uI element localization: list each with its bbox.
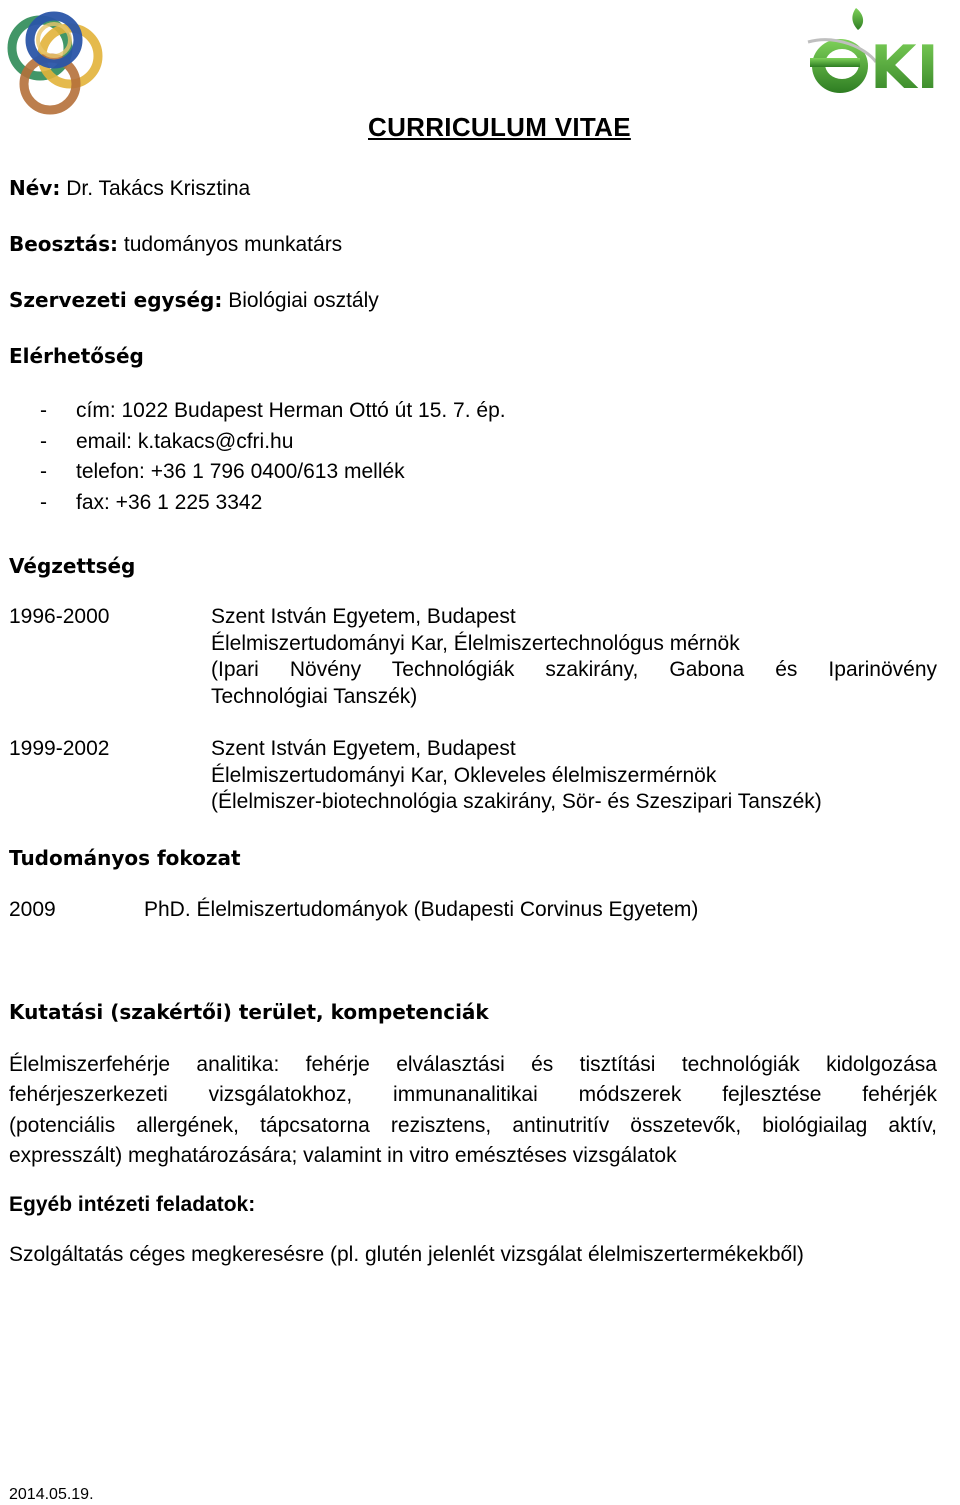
education-years: 1996-2000	[9, 605, 110, 628]
research-paragraph	[9, 1050, 937, 1171]
research-line: (potenciális allergének, tápcsatorna rezisztens, antinutritív összetevők, biológiailag aktív,	[9, 1113, 937, 1137]
position-label: Beosztás:	[9, 232, 119, 256]
contact-item	[40, 457, 506, 488]
bullet-dash: -	[40, 460, 47, 483]
footer-date: 2014.05.19.	[9, 1486, 94, 1503]
education-line: Szent István Egyetem, Budapest	[211, 605, 516, 628]
email-text: email: k.takacs@cfri.hu	[76, 429, 294, 453]
fax-text: fax: +36 1 225 3342	[76, 490, 263, 514]
education-line: (Ipari Növény Technológiák szakirány, Gabona és Iparinövény	[211, 658, 937, 681]
position-value: tudományos munkatárs	[123, 233, 343, 256]
other-heading: Egyéb intézeti feladatok:	[9, 1193, 256, 1216]
phone-text: telefon: +36 1 796 0400/613 mellék	[76, 460, 405, 483]
education-line: (Élelmiszer-biotechnológia szakirány, Sör- és Szeszipari Tanszék)	[211, 790, 822, 813]
page-title: CURRICULUM VITAE	[368, 112, 631, 142]
contact-item	[40, 488, 506, 519]
name-value: Dr. Takács Krisztina	[66, 177, 251, 200]
contact-list	[40, 396, 506, 518]
education-line: Szent István Egyetem, Budapest	[211, 737, 516, 760]
eki-logo-text: KI	[870, 33, 939, 100]
degree-heading: Tudományos fokozat	[9, 846, 241, 870]
unit-value: Biológiai osztály	[228, 289, 379, 312]
education-heading: Végzettség	[9, 554, 136, 578]
degree-text: PhD. Élelmiszertudományok (Budapesti Corvinus Egyetem)	[144, 898, 699, 921]
education-entry	[211, 736, 937, 816]
education-line: Technológiai Tanszék)	[211, 684, 418, 708]
rings-logo	[2, 8, 108, 118]
address-text: cím: 1022 Budapest Herman Ottó út 15. 7. ép.	[76, 399, 506, 422]
research-line: Élelmiszerfehérje analitika: fehérje elválasztási és tisztítási technológiák kidolgozása	[9, 1053, 937, 1076]
education-entry	[211, 604, 937, 710]
name-line	[9, 176, 250, 201]
name-label: Név:	[9, 176, 61, 200]
bullet-dash: -	[40, 490, 47, 514]
education-line: Élelmiszertudományi Kar, Okleveles élelmiszermérnök	[211, 763, 717, 787]
research-line: expresszált) meghatározására; valamint in vitro emésztéses vizsgálatok	[9, 1143, 677, 1167]
bullet-dash: -	[40, 429, 47, 453]
position-line	[9, 232, 342, 257]
contact-item	[40, 396, 506, 427]
education-years: 1999-2002	[9, 737, 110, 760]
contact-heading: Elérhetőség	[9, 344, 144, 368]
education-line: Élelmiszertudományi Kar, Élelmiszertechnológus mérnök	[211, 631, 740, 655]
eki-leaf-logo	[806, 4, 956, 100]
unit-line	[9, 288, 379, 313]
degree-year: 2009	[9, 898, 56, 921]
contact-item	[40, 427, 506, 458]
other-text: Szolgáltatás céges megkeresésre (pl. glutén jelenlét vizsgálat élelmiszertermékekből)	[9, 1243, 804, 1266]
research-heading: Kutatási (szakértői) terület, kompetenciák	[9, 1000, 489, 1024]
unit-label: Szervezeti egység:	[9, 288, 223, 312]
research-line: fehérjeszerkezeti vizsgálatokhoz, immunanalitikai módszerek fejlesztése fehérjék	[9, 1083, 937, 1107]
bullet-dash: -	[40, 399, 47, 422]
